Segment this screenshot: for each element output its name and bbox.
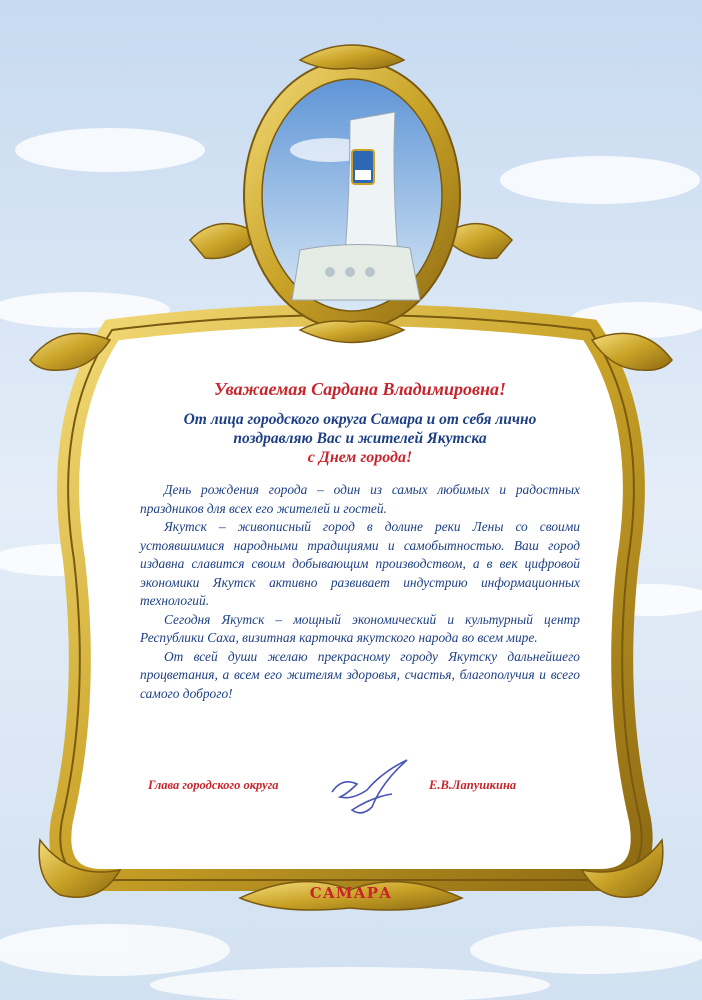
paragraph: От всей души желаю прекрасному городу Якутску дальнейшего процветания, а всем его жителям здоровья, счастья, благополучия и всего самого доброго! [140, 648, 580, 701]
signature-block [148, 776, 548, 816]
paragraph: День рождения города – один из самых любимых и радостных праздников для всех его жителей и гостей. [140, 482, 580, 516]
intro-line-2: поздравляю Вас и жителей Якутска [233, 430, 487, 447]
city-logo: САМАРА [309, 884, 393, 902]
letter-body [140, 481, 580, 703]
intro-block [140, 410, 580, 467]
greeting: Уважаемая Сардана Владимировна! [213, 379, 507, 399]
paragraph: Якутск – живописный город в долине реки Лены со своими устоявшимися народными традициями и самобытностью. Ваш город издавна славится своим добывающим производством, а в век цифровой экономики Якутск активно развивает индустрию информационных технологий. [140, 519, 580, 608]
intro-line-3: с Днем города! [307, 449, 413, 466]
signer-name: Е.В.Лапушкина [429, 778, 517, 792]
letter-content [140, 378, 580, 703]
signer-role: Глава городского округа [148, 778, 279, 792]
paragraph: Сегодня Якутск – мощный экономический и культурный центр Республики Саха, визитная карточка якутского народа во всем мире. [140, 611, 580, 645]
intro-line-1: От лица городского округа Самара и от себя лично [183, 411, 537, 428]
